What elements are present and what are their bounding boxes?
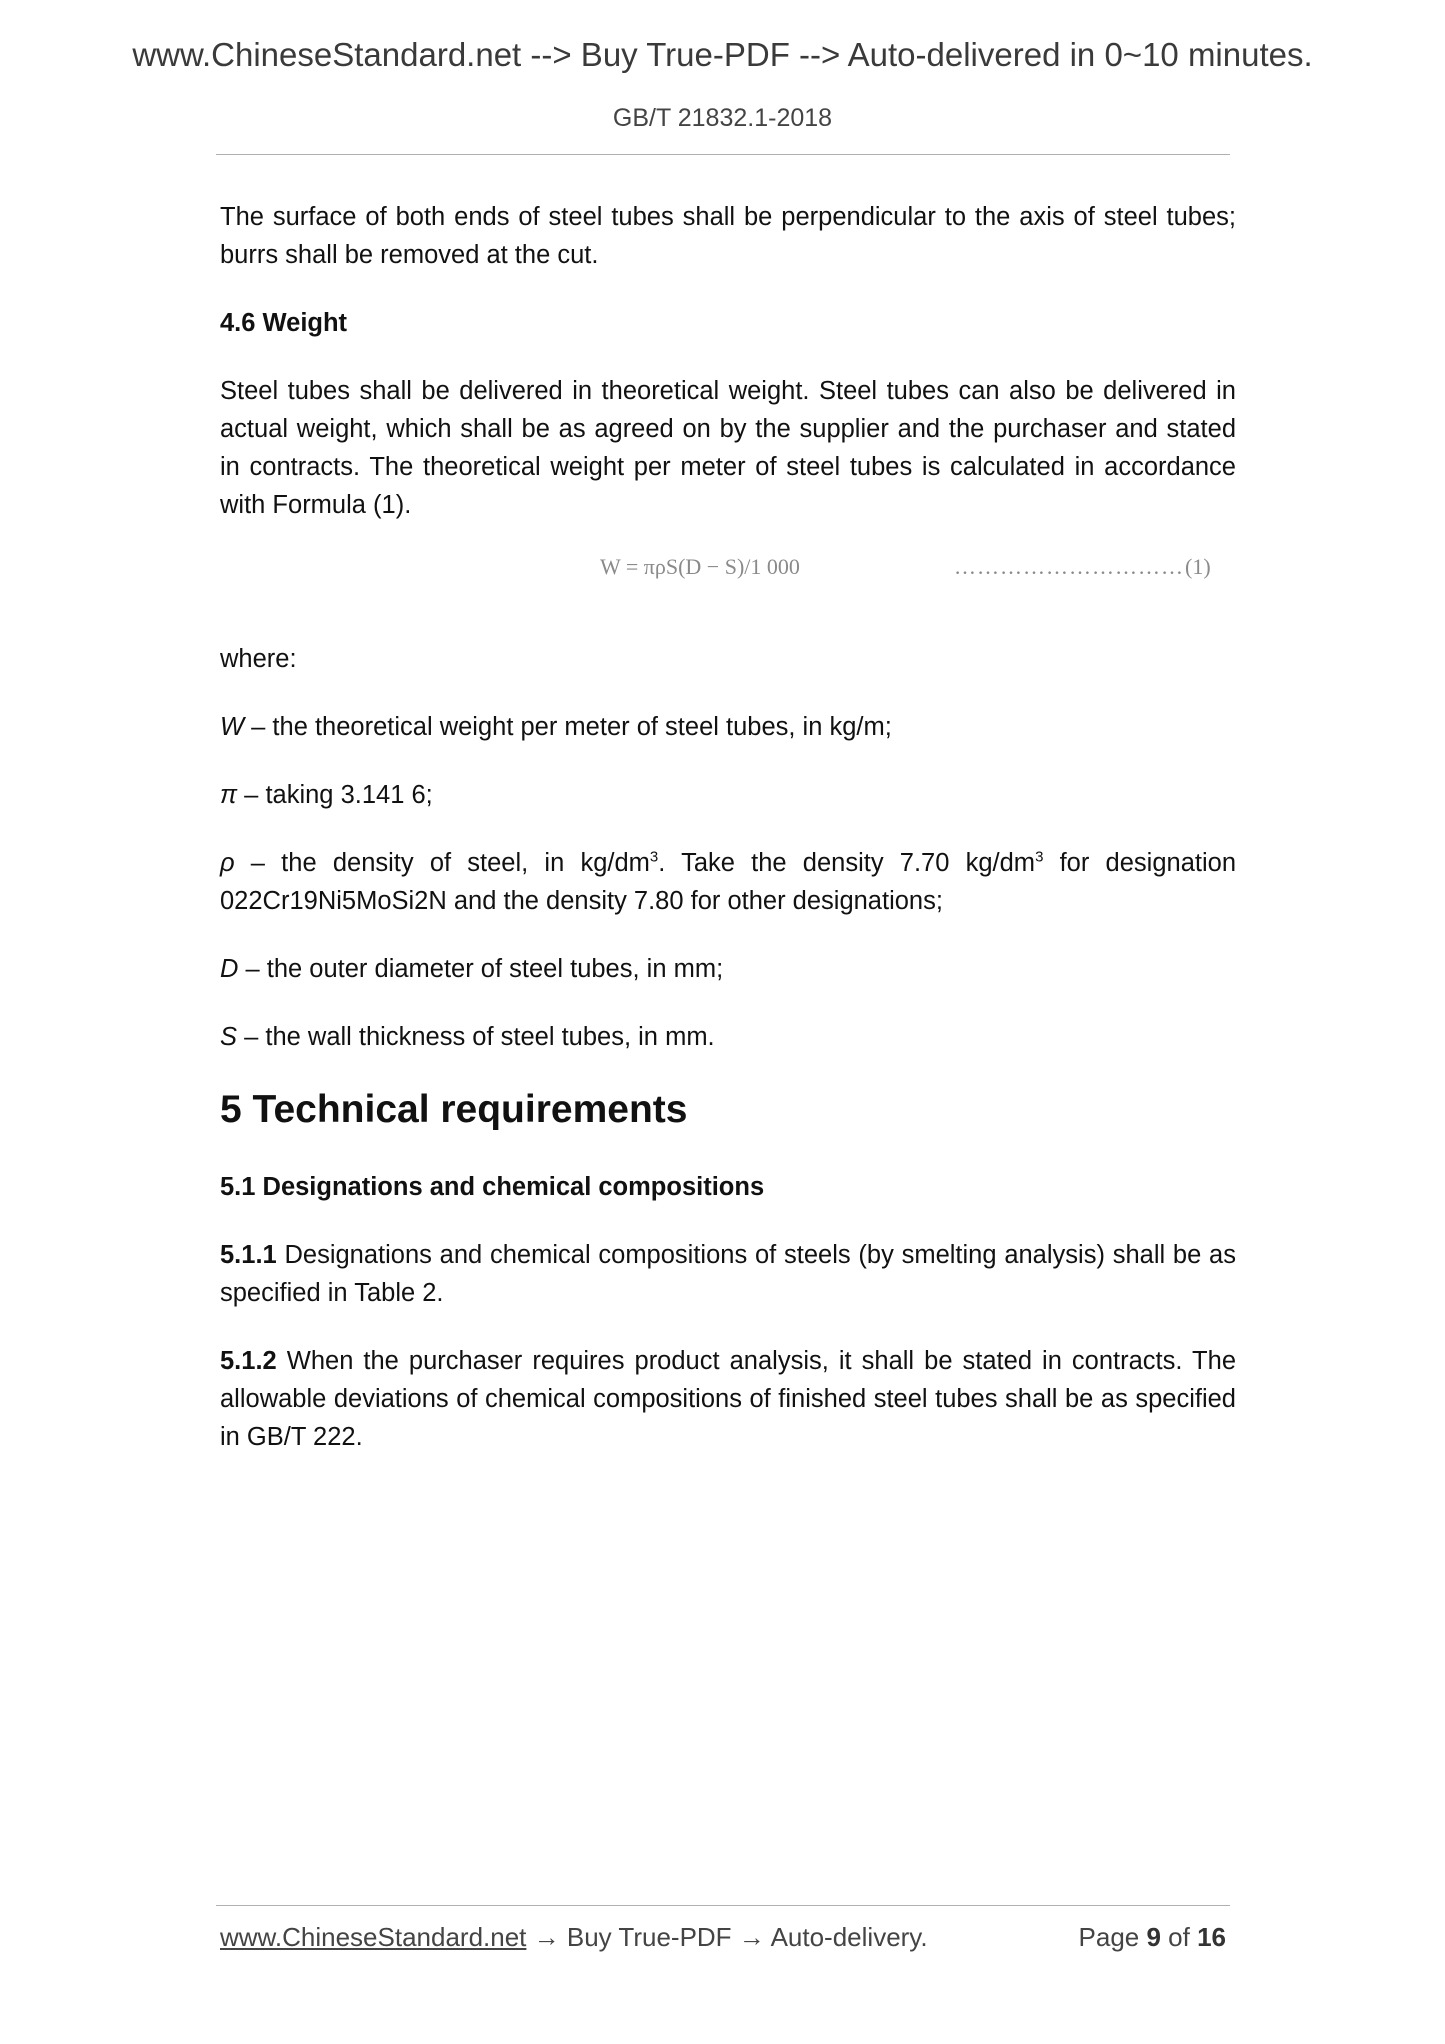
- definition-w: [220, 708, 1236, 746]
- header-divider: [216, 154, 1230, 155]
- formula-leader: …………………………: [954, 554, 1184, 579]
- clause-5-1-1: [220, 1236, 1236, 1312]
- definition-symbol: S: [220, 1023, 238, 1051]
- clause-5-1-2: [220, 1342, 1236, 1456]
- definition-text: for designation 022Cr19Ni5MoSi2N and the density 7.80 for other designations;: [220, 849, 1236, 915]
- definition-text: – the density of steel, in kg/dm: [234, 849, 650, 877]
- footer-site-link[interactable]: www.ChineseStandard.net: [220, 1922, 527, 1952]
- clause-number: 5.1.1: [220, 1241, 277, 1269]
- definition-rho: [220, 844, 1236, 920]
- superscript: 3: [649, 848, 659, 866]
- section-4-6-heading: 4.6 Weight: [220, 309, 348, 337]
- definition-s: [220, 1018, 1236, 1056]
- page-total: 16: [1197, 1922, 1226, 1952]
- definition-pi: [220, 776, 1236, 814]
- clause-text: Designations and chemical compositions of steels (by smelting analysis) shall be as specified in Table 2.: [220, 1241, 1236, 1307]
- footer-tagline: → Buy True-PDF → Auto-delivery.: [526, 1922, 928, 1952]
- clause-text: When the purchaser requires product analysis, it shall be stated in contracts. The allowable deviations of chemical compositions of finished steel tubes shall be as specified in GB/T 222.: [220, 1347, 1236, 1451]
- where-label: where:: [220, 645, 297, 673]
- definition-symbol: D: [220, 955, 239, 983]
- page-indicator: [1079, 1922, 1226, 1953]
- page-label: Page: [1078, 1922, 1147, 1952]
- header-banner: www.ChineseStandard.net --> Buy True-PDF --> Auto-delivered in 0~10 minutes.: [132, 36, 1313, 73]
- of-label: of: [1160, 1922, 1198, 1952]
- definition-d: [220, 950, 1236, 988]
- formula-1: [220, 554, 1236, 606]
- formula-expression: W = πρS(D − S)/1 000: [600, 554, 800, 579]
- clause-number: 5.1.2: [220, 1347, 277, 1375]
- footer-divider: [216, 1905, 1230, 1906]
- definition-symbol: W: [220, 713, 245, 741]
- section-5-1-heading: 5.1 Designations and chemical compositions: [220, 1173, 765, 1201]
- page-current: 9: [1146, 1922, 1161, 1952]
- page-footer: [220, 1922, 1230, 1958]
- intro-paragraph: The surface of both ends of steel tubes shall be perpendicular to the axis of steel tubes; burrs shall be removed at the cut.: [220, 203, 1236, 269]
- definition-text: – the wall thickness of steel tubes, in mm.: [237, 1023, 715, 1051]
- section-4-6-paragraph: Steel tubes shall be delivered in theoretical weight. Steel tubes can also be delivered in actual weight, which shall be as agreed on by the supplier and the purchaser and stated in contracts. The theoretical weight per meter of steel tubes is calculated in accordance with Formula (1).: [220, 377, 1236, 519]
- definition-text: . Take the density 7.70 kg/dm: [658, 849, 1036, 877]
- definition-symbol: ρ: [220, 849, 235, 877]
- standard-number: GB/T 21832.1-2018: [612, 104, 833, 132]
- chapter-5-heading: 5 Technical requirements: [220, 1088, 688, 1131]
- page-content: [220, 198, 1236, 1486]
- formula-number: (1): [1185, 554, 1211, 579]
- definition-text: – the outer diameter of steel tubes, in mm;: [238, 955, 724, 983]
- footer-left: [220, 1922, 928, 1953]
- definition-symbol: π: [220, 781, 238, 809]
- definition-text: – the theoretical weight per meter of steel tubes, in kg/m;: [244, 713, 892, 741]
- superscript: 3: [1035, 848, 1044, 866]
- definition-text: – taking 3.141 6;: [237, 781, 433, 809]
